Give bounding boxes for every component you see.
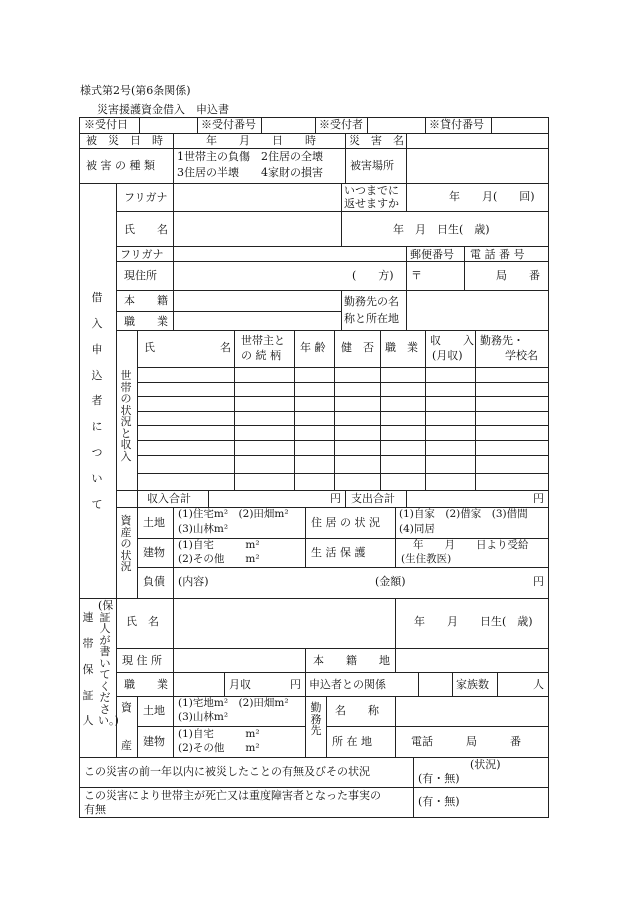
received-no-label: ※受付番号 — [201, 118, 256, 131]
guarantor-note: (保証人が書いてください。) — [98, 599, 119, 728]
col-school-1: 勤務先・ — [480, 334, 524, 347]
guarantor-family-label: 家族数 — [456, 678, 489, 691]
guarantor-relation-label: 申込者との関係 — [309, 678, 386, 691]
guarantor-job-label: 職 業 — [124, 678, 168, 691]
disaster-name-label: 災 害 名 — [349, 134, 404, 147]
applicant-name-label: 氏 名 — [124, 223, 168, 236]
phone-label: 電 話 番 号 — [470, 248, 525, 261]
address-value: ( 方) — [352, 269, 394, 282]
prior-disaster-answer: (有・無) — [418, 772, 460, 785]
work-label-2: 称と所在地 — [344, 312, 399, 325]
debt-label: 負債 — [143, 575, 165, 588]
damage-type-label: 被 害 の 種 類 — [86, 159, 155, 172]
expense-total-unit: 円 — [533, 492, 544, 505]
damage-type-opt2: 3住居の半壊 4家財の損害 — [177, 166, 323, 179]
postal-label: 郵便番号 — [410, 248, 454, 261]
assets-land-label: 土地 — [143, 516, 165, 529]
assets-land-opt1: (1)住宅m² (2)田畑m² — [178, 508, 289, 520]
guarantor-bldg-opt2: (2)その他 m² — [178, 742, 260, 754]
job-label: 職 業 — [124, 315, 168, 328]
guarantor-address-label: 現 住 所 — [122, 654, 162, 667]
col-income-2: (月収) — [432, 349, 463, 362]
guarantor-income-unit: 円 — [290, 678, 301, 691]
housing-opt1: (1)自家 (2)借家 (3)借間 — [399, 508, 528, 520]
debt-amount: (金額) — [375, 575, 406, 588]
guarantor-assets-a: 資 — [121, 701, 132, 714]
guarantor-phone-label: 電話 — [411, 735, 433, 748]
death-question-line1: この災害により世帯主が死亡又は重度障害者となった事実の — [84, 789, 381, 802]
guarantor-name-label: 氏 名 — [126, 615, 159, 628]
assets-bldg-opt2: (2)その他 m² — [178, 553, 260, 565]
housing-label: 住 居 の 状 況 — [311, 516, 380, 529]
col-school-2: 学校名 — [505, 349, 538, 362]
death-answer: (有・無) — [418, 795, 460, 808]
loan-no-label: ※貸付番号 — [429, 118, 484, 131]
guarantor-land-opt1: (1)宅地m² (2)田畑m² — [178, 697, 289, 709]
assets-land-opt2: (3)山林m² — [178, 523, 229, 535]
household-section-label: 世帯の状況と収入 — [120, 369, 132, 463]
assets-section-label: 資産の状況 — [120, 514, 132, 574]
guarantor-work-label: 勤務先 — [310, 701, 322, 738]
welfare-value-1: 年 月 日より受給 — [413, 539, 529, 551]
disaster-date-value: 年 月 日 時 — [206, 134, 316, 147]
guarantor-domicile-label: 本 籍 地 — [313, 654, 390, 667]
col-name-2: 名 — [220, 341, 231, 354]
income-total-label: 収入合計 — [147, 492, 191, 505]
prior-disaster-status: (状況) — [470, 758, 501, 771]
postal-mark: 〒 — [411, 269, 422, 282]
receiver-label: ※受付者 — [319, 118, 363, 131]
page-title: 災害援護資金借入 申込書 — [97, 103, 229, 116]
guarantor-phone-value: 局 番 — [466, 735, 521, 748]
death-question-line2: 有無 — [84, 803, 106, 816]
guarantor-income-label: 月収 — [229, 678, 251, 691]
housing-opt2: (4)同居 — [399, 523, 435, 535]
disaster-date-label: 被 災 日 時 — [86, 134, 163, 147]
col-job: 職 業 — [385, 341, 418, 354]
col-relation-1: 世帯主と — [241, 334, 285, 347]
guarantor-bldg-label: 建物 — [143, 735, 165, 748]
repay-label-1: いつまでに — [344, 184, 399, 197]
address-label: 現住所 — [124, 269, 157, 282]
guarantor-section-label: 連帯保証人 — [82, 611, 94, 728]
guarantor-birth-value: 年 月 日生( 歳) — [414, 615, 533, 628]
form-number: 様式第2号(第6条関係) — [80, 84, 191, 97]
income-total-unit: 円 — [330, 492, 341, 505]
guarantor-bldg-opt1: (1)自宅 m² — [178, 728, 260, 740]
work-label-1: 勤務先の名 — [344, 295, 399, 308]
guarantor-family-unit: 人 — [533, 678, 544, 691]
col-name: 氏 — [144, 341, 155, 354]
received-date-label: ※受付日 — [84, 118, 128, 131]
col-health: 健 否 — [341, 341, 374, 354]
col-income-1: 収 入 — [430, 334, 474, 347]
phone-value: 局 番 — [496, 269, 540, 282]
furigana-label: フリガナ — [124, 191, 168, 204]
col-age: 年 齢 — [300, 341, 326, 354]
debt-unit: 円 — [533, 575, 544, 588]
assets-bldg-label: 建物 — [143, 546, 165, 559]
guarantor-assets-b: 産 — [121, 739, 132, 752]
repay-label-2: 返せますか — [344, 197, 399, 210]
guarantor-work-name: 名 称 — [335, 704, 379, 717]
damage-type-opt1: 1世帯主の負傷 2住居の全壊 — [177, 150, 323, 163]
prior-disaster-question: この災害の前一年以内に被災したことの有無及びその状況 — [84, 765, 370, 778]
guarantor-land-opt2: (3)山林m² — [178, 711, 229, 723]
col-relation-2: の 続 柄 — [241, 349, 281, 362]
expense-total-label: 支出合計 — [351, 492, 395, 505]
repay-value: 年 月( 回) — [449, 190, 535, 203]
applicant-section-label: 借入申込者について — [91, 291, 103, 511]
assets-bldg-opt1: (1)自宅 m² — [178, 539, 260, 551]
welfare-label: 生 活 保 護 — [311, 546, 366, 559]
furigana2-label: フリガナ — [120, 248, 164, 261]
guarantor-work-addr: 所 在 地 — [332, 735, 372, 748]
applicant-birth-value: 年 月 日生( 歳) — [393, 223, 490, 236]
welfare-value-2: (生住教医) — [401, 553, 452, 565]
debt-content: (内容) — [178, 575, 209, 588]
damage-place-label: 被害場所 — [350, 159, 394, 172]
guarantor-land-label: 土地 — [143, 704, 165, 717]
domicile-label: 本 籍 — [124, 294, 168, 307]
